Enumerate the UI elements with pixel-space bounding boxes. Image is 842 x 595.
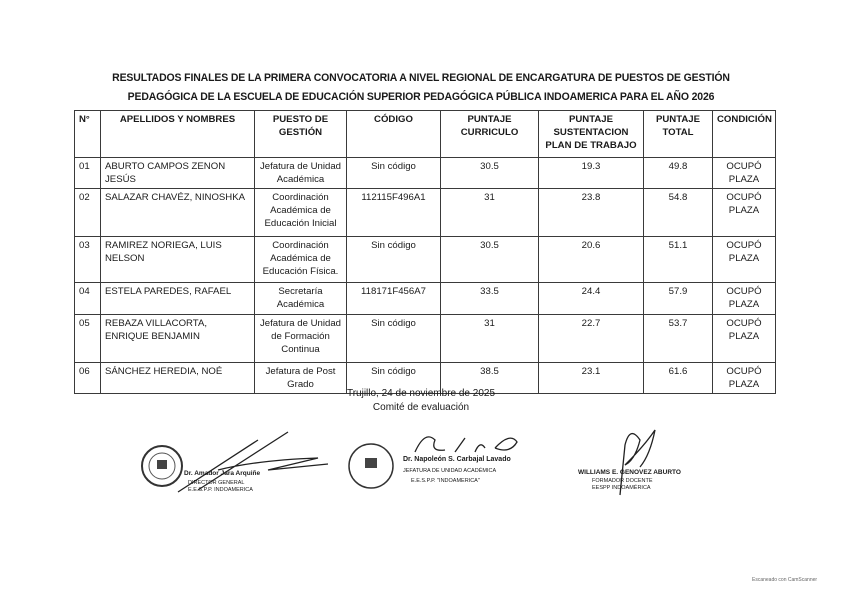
applicant-code: Sin código: [347, 315, 441, 363]
signatory-institution: E.E.S.P.P. INDOAMERICA: [188, 487, 253, 493]
header-position: PUESTO DE GESTIÓN: [255, 111, 347, 158]
signatory-name: Dr. Napoleón S. Carbajal Lavado: [403, 456, 511, 463]
table-row: [75, 237, 776, 283]
scanner-watermark: Escaneado con CamScanner: [752, 577, 818, 583]
total-score: 57.9: [644, 283, 713, 315]
applicant-name: RAMIREZ NORIEGA, LUIS NELSON: [101, 237, 255, 283]
table-header-row: [75, 111, 776, 158]
applicant-name: ABURTO CAMPOS ZENON JESÚS: [101, 158, 255, 189]
header-name: APELLIDOS Y NOMBRES: [101, 111, 255, 158]
table-row: [75, 158, 776, 189]
signatory-institution: EESPP INDOAMÉRICA: [592, 485, 651, 491]
applicant-code: 118171F456A7: [347, 283, 441, 315]
curriculum-score: 31: [441, 189, 539, 237]
total-score: 61.6: [644, 363, 713, 394]
place-date: Trujillo, 24 de noviembre de 2025: [346, 388, 496, 399]
header-code: CÓDIGO: [347, 111, 441, 158]
document-title-line-2: PEDAGÓGICA DE LA ESCUELA DE EDUCACIÓN SUPERIOR PEDAGÓGICA PÚBLICA INDOAMERICA PARA EL AÑO 2026: [127, 91, 715, 103]
signature-block-academic: [345, 430, 545, 500]
presentation-score: 23.8: [539, 189, 644, 237]
signature-block-teacher: [570, 425, 720, 500]
curriculum-score: 33.5: [441, 283, 539, 315]
total-score: 49.8: [644, 158, 713, 189]
curriculum-score: 38.5: [441, 363, 539, 394]
management-position: Jefatura de Unidad de Formación Continua: [255, 315, 347, 363]
management-position: Jefatura de Post Grado: [255, 363, 347, 394]
header-total: PUNTAJE TOTAL: [644, 111, 713, 158]
signatory-institution: E.E.S.P.P. "INDOAMERICA": [411, 478, 480, 484]
table-row: [75, 315, 776, 363]
condition-status: OCUPÓ PLAZA: [713, 315, 776, 363]
table-row: [75, 283, 776, 315]
applicant-code: 112115F496A1: [347, 189, 441, 237]
row-number: 02: [75, 189, 101, 237]
header-sustentacion: PUNTAJE SUSTENTACION PLAN DE TRABAJO: [539, 111, 644, 158]
signature-block-director: [138, 430, 338, 500]
applicant-code: Sin código: [347, 363, 441, 394]
row-number: 01: [75, 158, 101, 189]
table-row: [75, 189, 776, 237]
row-number: 06: [75, 363, 101, 394]
condition-status: OCUPÓ PLAZA: [713, 283, 776, 315]
condition-status: OCUPÓ PLAZA: [713, 363, 776, 394]
signatory-name: Dr. Amador Jara Arquiñe: [184, 470, 261, 477]
condition-status: OCUPÓ PLAZA: [713, 158, 776, 189]
row-number: 04: [75, 283, 101, 315]
management-position: Secretaría Académica: [255, 283, 347, 315]
management-position: Coordinación Académica de Educación Física.: [255, 237, 347, 283]
header-condition: CONDICIÓN: [713, 111, 776, 158]
presentation-score: 23.1: [539, 363, 644, 394]
total-score: 53.7: [644, 315, 713, 363]
committee-label: Comité de evaluación: [372, 402, 470, 413]
row-number: 03: [75, 237, 101, 283]
presentation-score: 20.6: [539, 237, 644, 283]
seal-and-signature-icon: [345, 430, 545, 500]
signatory-role: JEFATURA DE UNIDAD ACADÉMICA: [403, 468, 497, 474]
presentation-score: 24.4: [539, 283, 644, 315]
applicant-name: REBAZA VILLACORTA, ENRIQUE BENJAMIN: [101, 315, 255, 363]
applicant-name: SÁNCHEZ HEREDIA, NOÉ: [101, 363, 255, 394]
curriculum-score: 30.5: [441, 237, 539, 283]
applicant-name: ESTELA PAREDES, RAFAEL: [101, 283, 255, 315]
total-score: 54.8: [644, 189, 713, 237]
condition-status: OCUPÓ PLAZA: [713, 237, 776, 283]
header-curriculo: PUNTAJE CURRICULO: [441, 111, 539, 158]
presentation-score: 22.7: [539, 315, 644, 363]
management-position: Coordinación Académica de Educación Inicial: [255, 189, 347, 237]
management-position: Jefatura de Unidad Académica: [255, 158, 347, 189]
curriculum-score: 30.5: [441, 158, 539, 189]
row-number: 05: [75, 315, 101, 363]
condition-status: OCUPÓ PLAZA: [713, 189, 776, 237]
results-table: [74, 110, 776, 394]
header-number: N°: [75, 111, 101, 158]
presentation-score: 19.3: [539, 158, 644, 189]
signatory-role: DIRECTOR GENERAL: [188, 480, 245, 486]
applicant-name: SALAZAR CHAVÉZ, NINOSHKA: [101, 189, 255, 237]
signatory-role: FORMADOR DOCENTE: [592, 478, 653, 484]
applicant-code: Sin código: [347, 237, 441, 283]
curriculum-score: 31: [441, 315, 539, 363]
document-title-line-1: RESULTADOS FINALES DE LA PRIMERA CONVOCATORIA A NIVEL REGIONAL DE ENCARGATURA DE PUESTOS DE GESTIÓN: [112, 72, 730, 84]
applicant-code: Sin código: [347, 158, 441, 189]
total-score: 51.1: [644, 237, 713, 283]
signatory-name: WILLIAMS E. GENOVEZ ABURTO: [578, 469, 681, 476]
